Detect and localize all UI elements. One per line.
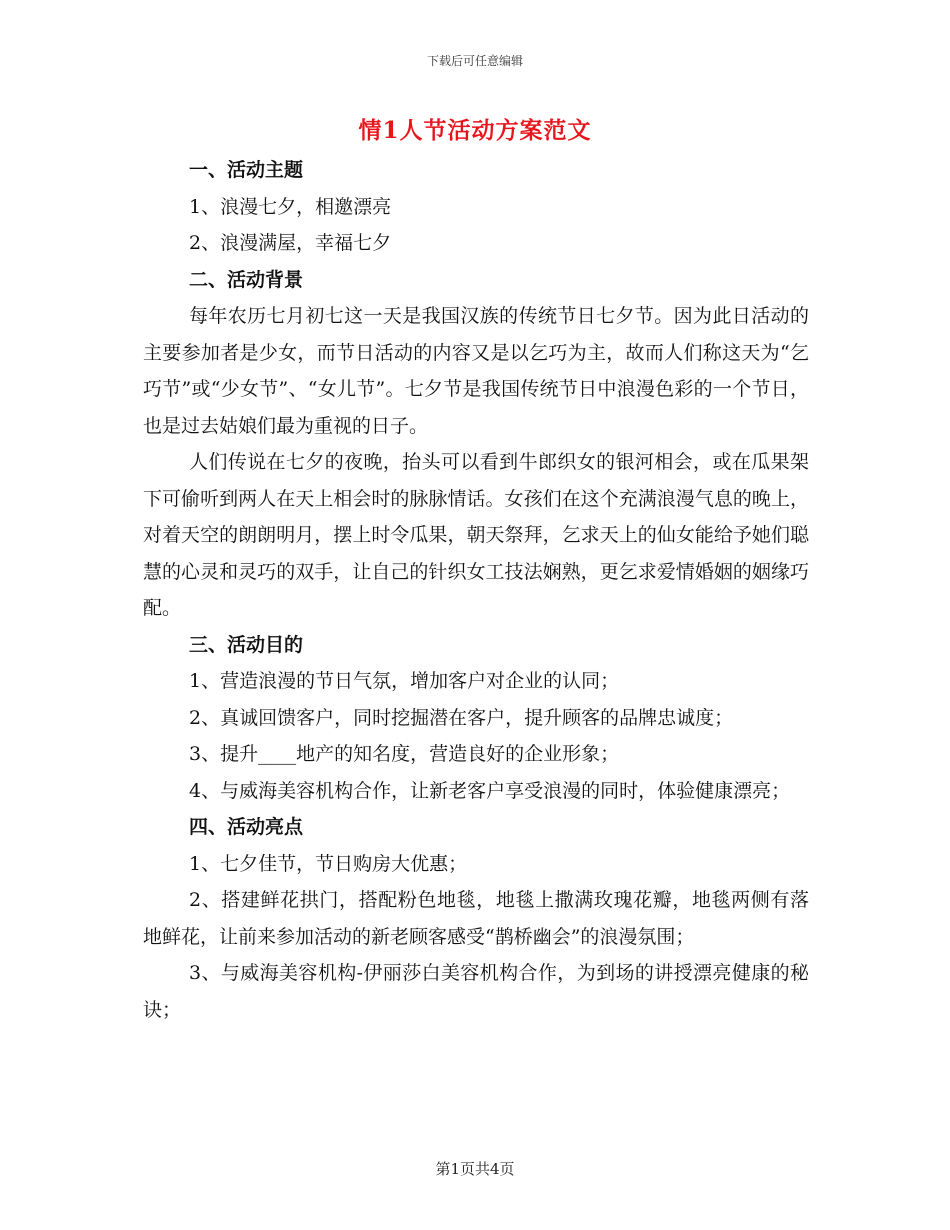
list-item: 3、与威海美容机构-伊丽莎白美容机构合作，为到场的讲授漂亮健康的秘诀；: [143, 962, 809, 1021]
section-heading-theme: 一、活动主题: [189, 159, 304, 181]
document-body: [143, 152, 809, 1028]
list-item: 1、浪漫七夕，相邀漂亮: [189, 195, 392, 218]
paragraph: 人们传说在七夕的夜晚，抬头可以看到牛郎织女的银河相会，或在瓜果架下可偷听到两人在天上相会时的脉脉情话。女孩们在这个充满浪漫气息的晚上，对着天空的朗朗明月，摆上时令瓜果，朝天祭拜，乞求天上的仙女能给予她们聪慧的心灵和灵巧的双手，让自己的针织女工技法娴熟，更乞求爱情婚姻的姻缘巧配。: [143, 451, 809, 619]
document-title: 情1人节活动方案范文: [358, 117, 592, 144]
list-item: 4、与威海美容机构合作，让新老客户享受浪漫的同时，体验健康漂亮；: [189, 779, 791, 802]
section-heading-highlights: 四、活动亮点: [189, 816, 304, 838]
list-item: 2、真诚回馈客户，同时挖掘潜在客户，提升顾客的品牌忠诚度；: [189, 706, 734, 729]
list-item: 2、搭建鲜花拱门，搭配粉色地毯，地毯上撒满玫瑰花瓣，地毯两侧有落地鲜花，让前来参加活动的新老顾客感受“鹊桥幽会”的浪漫氛围；: [143, 889, 809, 948]
list-item: 1、七夕佳节，节日购房大优惠；: [189, 852, 468, 875]
page-header-note: 下载后可任意编辑: [426, 54, 523, 68]
paragraph: 每年农历七月初七这一天是我国汉族的传统节日七夕节。因为此日活动的主要参加者是少女，而节日活动的内容又是以乞巧为主，故而人们称这天为“乞巧节”或“少女节”、“女儿节”。七夕节是我国传统节日中浪漫色彩的一个节日，也是过去姑娘们最为重视的日子。: [143, 305, 809, 437]
page-number: 第1页共4页: [435, 1160, 515, 1178]
list-item: 3、提升____地产的知名度，营造良好的企业形象；: [189, 743, 620, 765]
list-item: 2、浪漫满屋，幸福七夕: [189, 232, 392, 254]
list-item: 1、营造浪漫的节日气氛，增加客户对企业的认同；: [189, 670, 620, 692]
section-heading-purpose: 三、活动目的: [189, 633, 304, 656]
section-heading-background: 二、活动背景: [189, 268, 304, 291]
